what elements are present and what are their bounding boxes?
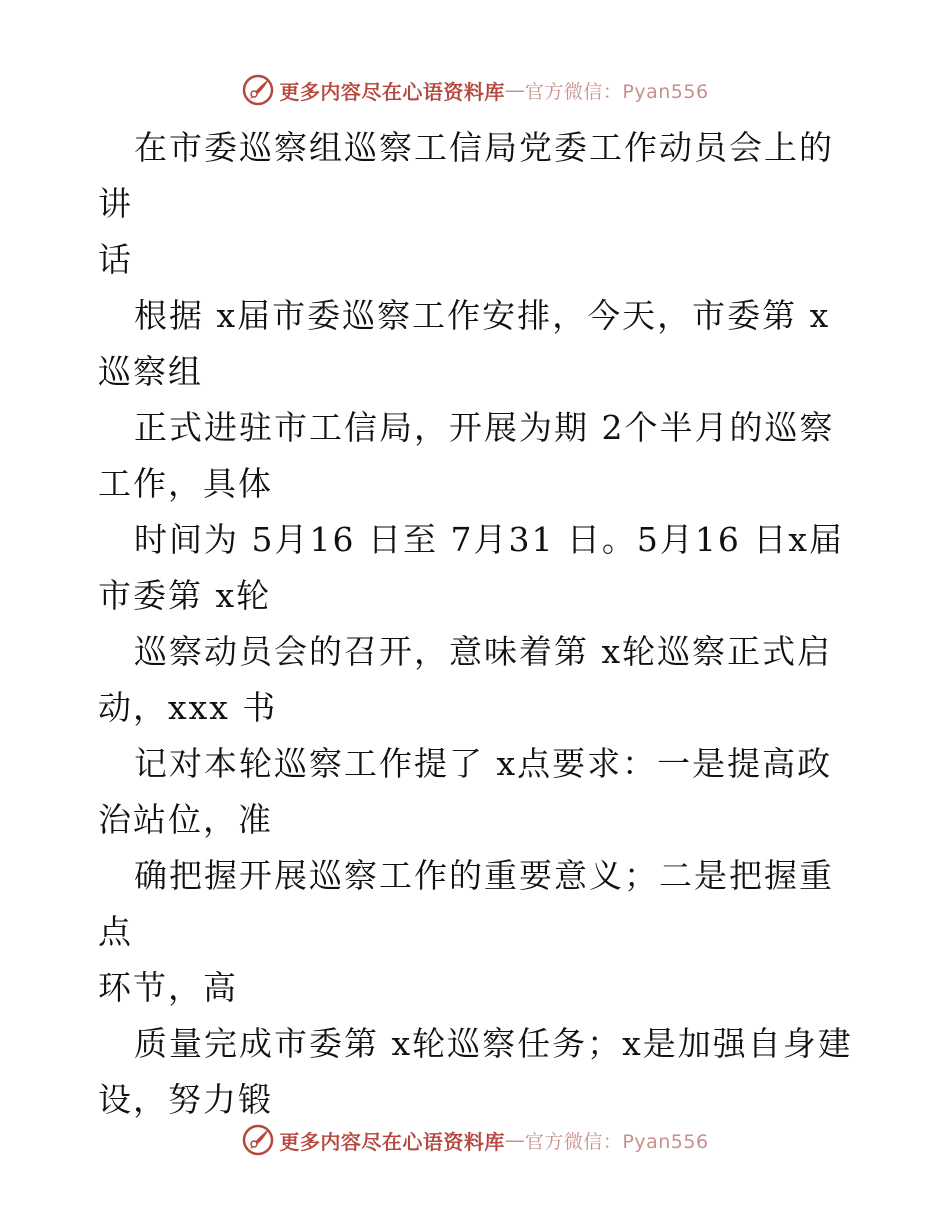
paragraph bbox=[98, 624, 858, 736]
feather-pen-logo-icon bbox=[241, 73, 275, 107]
paragraph-continuation: 巡察组 bbox=[98, 352, 203, 391]
paragraph bbox=[98, 512, 858, 624]
paragraph-continuation: 动，xxx 书 bbox=[98, 688, 278, 727]
paragraph bbox=[98, 848, 858, 1016]
paragraph-line: 正式进驻市工信局，开展为期 2个半月的巡察 bbox=[134, 408, 835, 447]
paragraph bbox=[98, 400, 858, 512]
watermark-brand-text: 更多内容尽在心语资料库 bbox=[279, 1129, 505, 1154]
footer-watermark-banner bbox=[0, 1120, 950, 1160]
paragraph-line: 记对本轮巡察工作提了 x点要求：一是提高政 bbox=[134, 744, 833, 783]
watermark-dash: — bbox=[504, 78, 525, 102]
paragraph-line: 时间为 5月16 日至 7月31 日。5月16 日x届 bbox=[134, 520, 845, 559]
paragraph-continuation: 设，努力锻 bbox=[98, 1080, 273, 1119]
header-watermark-banner bbox=[0, 70, 950, 110]
document-body bbox=[98, 120, 858, 1128]
paragraph-continuation: 治站位，准 bbox=[98, 800, 273, 839]
paragraph bbox=[98, 1016, 858, 1128]
watermark-wechat-text: 官方微信：Pyan556 bbox=[524, 80, 709, 103]
watermark-wechat-text: 官方微信：Pyan556 bbox=[524, 1130, 709, 1153]
paragraph-line: 巡察动员会的召开，意味着第 x轮巡察正式启 bbox=[134, 632, 833, 671]
paragraph-continuation: 工作，具体 bbox=[98, 464, 273, 503]
paragraph-line: 根据 x届市委巡察工作安排，今天，市委第 x bbox=[134, 296, 831, 335]
paragraph-continuation: 话 bbox=[98, 240, 133, 279]
paragraph bbox=[98, 288, 858, 400]
paragraph-continuation: 环节，高 bbox=[98, 968, 238, 1007]
document-title bbox=[98, 120, 858, 288]
feather-pen-logo-icon bbox=[241, 1123, 275, 1157]
paragraph bbox=[98, 736, 858, 848]
paragraph-line: 质量完成市委第 x轮巡察任务；x是加强自身建 bbox=[134, 1024, 853, 1063]
watermark-dash: — bbox=[504, 1128, 525, 1152]
paragraph-line: 在市委巡察组巡察工信局党委工作动员会上的讲 bbox=[98, 128, 834, 223]
paragraph-line: 确把握开展巡察工作的重要意义；二是把握重点 bbox=[98, 856, 834, 951]
paragraph-continuation: 市委第 x轮 bbox=[98, 576, 272, 615]
watermark-brand-text: 更多内容尽在心语资料库 bbox=[279, 79, 505, 104]
